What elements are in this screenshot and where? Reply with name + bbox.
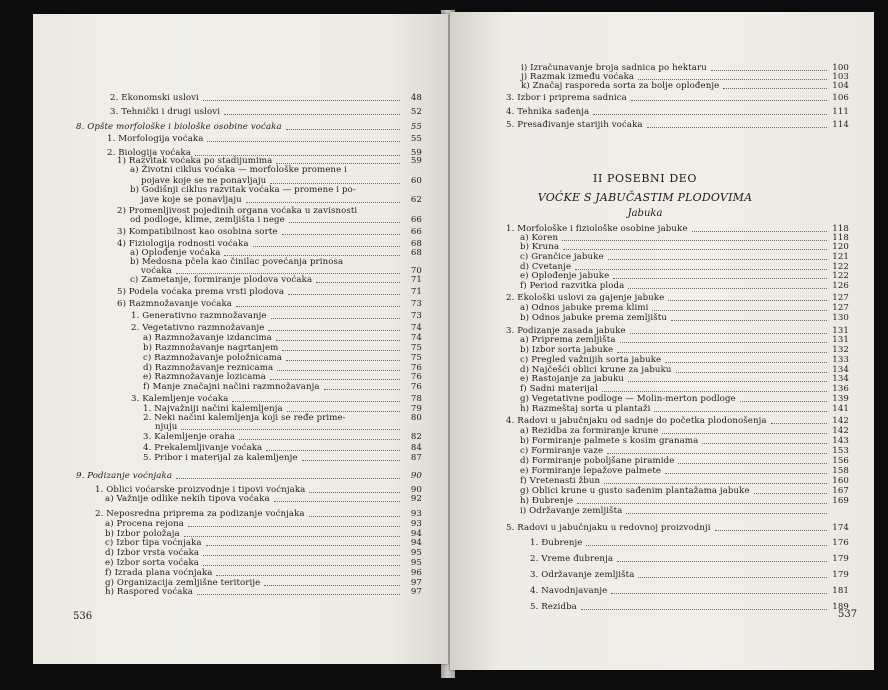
toc-entry: b) Razmnožavanje nagrtanjem 75 (143, 343, 422, 353)
toc-entry: od podloge, klime, zemljišta i nege 66 (130, 215, 422, 225)
toc-entry: 4. Prekalemljivanje voćaka 84 (143, 443, 422, 453)
toc-entry: 2. Neki načini kalemljenja koji se ređe prime- 80 (143, 413, 422, 423)
toc-entry: a) Oplođenje voćaka 68 (130, 248, 422, 258)
toc-entry: b) Medosna pčela kao činilac povećanja prinosa (130, 257, 344, 267)
toc-entry: i) Održavanje zemljišta (520, 507, 849, 516)
toc-entry: b) Godišnji ciklus razvitak voćaka — promene i po- (130, 185, 356, 195)
toc-entry: f) Manje značajni načini razmnožavanja 76 (143, 382, 422, 392)
toc-entry: a) Razmnožavanje izdancima 74 (143, 333, 422, 343)
toc-entry: 4. Tehnika sađenja 111 (506, 107, 849, 117)
toc-entry: 2. Ekonomski uslovi 48 (110, 93, 422, 103)
toc-entry: h) Raspored voćaka 97 (105, 587, 422, 597)
toc-entry: 4. Navodnjavanje 181 (530, 586, 849, 596)
toc-entry: b) Izbor sorta jabuke 132 (520, 345, 849, 355)
part-subtitle: VOĆKE S JABUČASTIM PLODOVIMA (537, 191, 753, 204)
toc-entry: g) Vegetativne podloge — Molin-merton podloge 139 (520, 394, 849, 404)
toc-entry: 6) Razmnožavanje voćaka 73 (117, 299, 422, 309)
toc-entry: 2. Ekološki uslovi za gajenje jabuke 127 (506, 293, 849, 303)
toc-entry: c) Pregled važnijih sorta jabuke 133 (520, 355, 849, 365)
toc-entry: 5. Pribor i materijal za kalemljenje 87 (143, 453, 422, 463)
toc-entry: 1. Morfologija voćaka 55 (107, 134, 422, 144)
toc-entry: 2. Vegetativno razmnožavanje 74 (131, 323, 422, 333)
toc-entry: f) Period razvitka ploda 126 (520, 281, 849, 291)
toc-entry: b) Odnos jabuke prema zemljištu 130 (520, 313, 849, 323)
toc-entry: g) Organizacija zemljišne teritorije 97 (105, 578, 422, 588)
toc-entry: 5. Rezidba 189 (530, 602, 849, 612)
toc-entry: 4. Radovi u jabučnjaku od sadnje do početka plodonošenja 142 (506, 416, 849, 426)
page-number: 537 (838, 609, 858, 620)
toc-entry: d) Najčešći oblici krune za jabuku 134 (520, 365, 849, 375)
toc-entry: 5. Radovi u jabučnjaku u redovnoj proizvodnji 174 (506, 523, 849, 533)
toc-entry: j) Razmak između voćaka 103 (521, 72, 849, 82)
toc-entry: f) Sadni materijal 136 (520, 384, 849, 394)
toc-entry: 3. Tehnički i drugi uslovi 52 (110, 107, 422, 117)
left-page (33, 14, 448, 664)
toc-entry: k) Značaj rasporeda sorta za bolje oplođenje 104 (521, 81, 849, 91)
toc-entry: a) Životni ciklus voćaka — morfološke promene i (130, 165, 347, 175)
toc-entry: d) Cvetanje 122 (520, 262, 849, 272)
toc-entry: 2. Vreme đubrenja 179 (530, 554, 849, 564)
toc-entry: 1. Najvažniji načini kalemljenja 79 (143, 404, 422, 414)
toc-entry: c) Formiranje vaze 153 (520, 446, 849, 456)
toc-entry: 4) Fiziologija rodnosti voćaka 68 (117, 239, 422, 249)
toc-entry: 3. Kalemljenje voćaka 78 (131, 394, 422, 404)
toc-entry: a) Koren 118 (520, 233, 849, 243)
toc-entry: a) Priprema zemljišta 131 (520, 335, 849, 345)
toc-entry: a) Odnos jabuke prema klimi 127 (520, 303, 849, 313)
toc-entry: e) Izbor sorta voćaka 95 (105, 558, 422, 568)
toc-entry: 3. Održavanje zemljišta 179 (530, 570, 849, 580)
toc-entry: jave koje se ponavljaju 62 (141, 195, 422, 205)
toc-entry: h) Razmeštaj sorta u plantaži 141 (520, 404, 849, 414)
toc-entry: a) Rezidba za formiranje krune 142 (520, 426, 849, 436)
toc-entry: b) Izbor položaja 94 (105, 529, 422, 539)
toc-entry: 2. Neposredna priprema za podizanje voćnjaka 93 (95, 509, 422, 519)
toc-entry: c) Zametanje, formiranje plodova voćaka 71 (130, 275, 422, 285)
toc-entry: b) Kruna 120 (520, 242, 849, 252)
toc-entry: g) Oblici krune u gusto sađenim plantažama jabuke 167 (520, 486, 849, 496)
toc-entry: c) Grančice jabuke 121 (520, 252, 849, 262)
toc-entry: pojave koje se ne ponavljaju 60 (141, 176, 422, 186)
toc-entry: 3. Izbor i priprema sadnica 106 (506, 93, 849, 103)
right-page (450, 12, 874, 670)
toc-entry: 3) Kompatibilnost kao osobina sorte 66 (117, 227, 422, 237)
toc-chapter: 8. Opšte morfološke i biološke osobine voćaka 55 (76, 122, 422, 132)
toc-entry: 2. Biologija voćaka 59 (107, 148, 422, 158)
toc-entry: e) Formiranje lepažove palmete 158 (520, 466, 849, 476)
toc-entry: njuju (155, 423, 422, 432)
toc-entry: 3. Podizanje zasada jabuke 131 (506, 326, 849, 336)
toc-entry: 5) Podela voćaka prema vrsti plodova 71 (117, 287, 422, 297)
toc-entry: c) Razmnožavanje položnicama 75 (143, 353, 422, 363)
toc-entry: voćaka 70 (141, 266, 422, 276)
toc-chapter: 9. Podizanje voćnjaka 90 (76, 471, 422, 481)
toc-entry: 5. Presađivanje starijih voćaka 114 (506, 120, 849, 130)
toc-entry: 1) Razvitak voćaka po stadijumima 59 (117, 156, 422, 166)
toc-entry: d) Izbor vrsta voćaka 95 (105, 548, 422, 558)
toc-entry: e) Rastojanje za jabuku 134 (520, 374, 849, 384)
section-title: Jabuka (627, 208, 663, 219)
toc-entry: f) Vretenasti žbun 160 (520, 476, 849, 486)
toc-entry: 1. Morfološke i fiziološke osobine jabuke 118 (506, 224, 849, 234)
toc-entry: b) Formiranje palmete s kosim granama 143 (520, 436, 849, 446)
toc-entry: e) Razmnožavanje lozicama 76 (143, 372, 422, 382)
toc-entry: a) Važnije odlike nekih tipova voćaka 92 (105, 494, 422, 504)
page-number: 536 (73, 611, 93, 622)
toc-entry: e) Oplođenje jabuke 122 (520, 271, 849, 281)
part-title: II POSEBNI DEO (593, 172, 697, 185)
toc-entry: f) Izrada plana voćnjaka 96 (105, 568, 422, 578)
toc-entry: i) Izračunavanje broja sadnica po hektaru 100 (521, 63, 849, 73)
toc-entry: 3. Kalemljenje oraha 82 (143, 432, 422, 442)
toc-entry: d) Razmnožavanje reznicama 76 (143, 363, 422, 373)
toc-entry: 1. Oblici voćarske proizvodnje i tipovi voćnjaka 90 (95, 485, 422, 495)
toc-entry: 1. Generativno razmnožavanje 73 (131, 311, 422, 321)
toc-entry: d) Formiranje poboljšane piramide 156 (520, 456, 849, 466)
toc-entry: c) Izbor tipa voćnjaka 94 (105, 538, 422, 548)
toc-entry: a) Procena rejona 93 (105, 519, 422, 529)
toc-entry: 2) Promenljivost pojedinih organa voćaka u zavisnosti (117, 206, 358, 216)
toc-entry: 1. Đubrenje 176 (530, 538, 849, 548)
toc-entry: h) Đubrenje 169 (520, 496, 849, 506)
